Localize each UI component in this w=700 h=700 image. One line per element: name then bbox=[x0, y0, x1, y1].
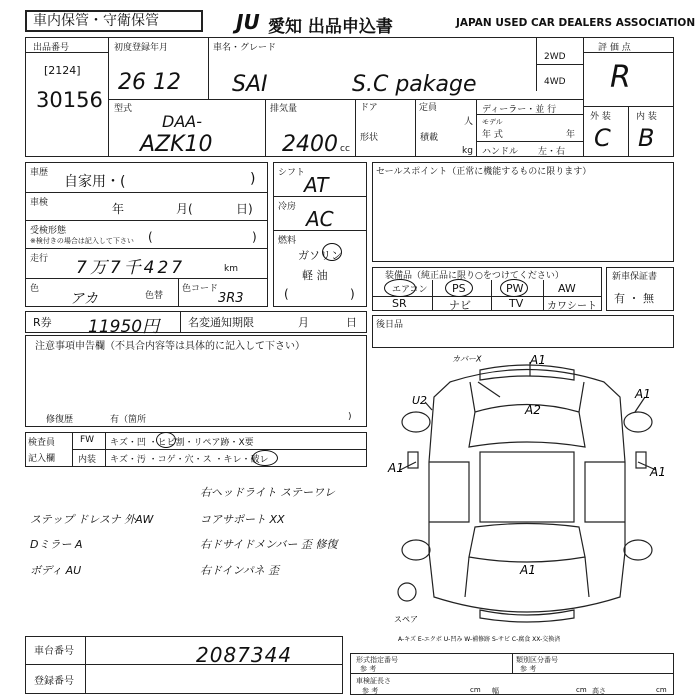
first-registration-label: 初度登録年月 bbox=[114, 43, 169, 53]
inspector-note-3: コアサポート XX bbox=[200, 513, 285, 526]
inspector-note-2: ステップ ドレスナ 外AW bbox=[30, 513, 154, 526]
fuel-diesel: 軽 油 bbox=[302, 269, 328, 282]
interior-label: 内 装 bbox=[636, 112, 657, 122]
exterior-label: 外 装 bbox=[590, 112, 611, 122]
use-label: 車歴 bbox=[30, 168, 49, 178]
equip-circle-3 bbox=[500, 279, 528, 297]
displacement-unit: cc bbox=[340, 144, 350, 154]
use-close: ) bbox=[250, 171, 256, 187]
capacity-label: 定員 bbox=[419, 103, 438, 113]
lot-number-label: 出品番号 bbox=[33, 43, 70, 53]
year-label: 年 式 bbox=[482, 130, 503, 140]
door-label: ドア bbox=[360, 103, 378, 113]
width-unit: cm bbox=[576, 686, 587, 694]
fuel-gasoline: ガソリン bbox=[298, 249, 342, 262]
repair-label: 修復歴 bbox=[46, 415, 74, 425]
fuel-label: 燃料 bbox=[278, 236, 297, 246]
length-ref-label: 参 考 bbox=[362, 687, 379, 695]
inspector-label-1: 検査員 bbox=[28, 438, 56, 448]
inspector-label-2: 記入欄 bbox=[28, 454, 56, 464]
damage-mark-cover: カバーX bbox=[452, 354, 482, 364]
inspector-note-6: ボディ AU bbox=[30, 564, 82, 577]
exterior-score: C bbox=[594, 124, 611, 152]
name-change-month: 月 bbox=[298, 316, 309, 329]
inspector-note-5: 右ドサイドメンバー 歪 修復 bbox=[200, 538, 338, 551]
lot-number: 30156 bbox=[36, 88, 103, 112]
car-name-label: 車名・グレード bbox=[213, 43, 277, 53]
inspection-year: 年 bbox=[112, 202, 125, 216]
sales-point-box bbox=[372, 162, 674, 262]
inspector-note-1: 右ヘッドライト ステーワレ bbox=[200, 486, 335, 499]
equip-top-1: エアコン bbox=[392, 285, 428, 295]
damage-mark-right-front: A1 bbox=[635, 387, 651, 401]
height-label: 高さ bbox=[592, 687, 606, 695]
repair-value: 有（箇所 bbox=[110, 415, 147, 425]
interior-inspect-label: 内装 bbox=[78, 455, 97, 465]
width-label: 幅 bbox=[492, 687, 499, 695]
score-value: R bbox=[610, 60, 631, 95]
equip-leather: カワシート bbox=[547, 301, 597, 312]
use-value: 自家用・( bbox=[64, 174, 126, 190]
color-code-label: 色コード bbox=[182, 284, 219, 294]
fw-items: キズ・凹 ・ヒビ割・リペア跡・X要 bbox=[110, 438, 254, 448]
warranty-label: 新車保証書 bbox=[612, 272, 658, 282]
interior-inspect-items: キズ・汚 ・コゲ・穴・ス ・キレ・破レ bbox=[110, 455, 269, 465]
interior-score: B bbox=[638, 124, 655, 152]
registration-label: 登録番号 bbox=[34, 676, 74, 687]
displacement-value: 2400 bbox=[282, 132, 338, 157]
score-label: 評 価 点 bbox=[598, 43, 631, 53]
type-code: DAA- bbox=[162, 112, 202, 131]
receive-paren-close: ) bbox=[252, 230, 257, 244]
damage-mark-rear: A1 bbox=[520, 563, 536, 577]
equip-top-3: PW bbox=[506, 282, 524, 295]
displacement-label: 排気量 bbox=[270, 104, 298, 114]
mileage-label: 走行 bbox=[30, 254, 49, 264]
form-title: 愛知 出品申込書 bbox=[268, 17, 393, 37]
equipment-label: 装備品（純正品に限り○をつけてください） bbox=[385, 271, 564, 281]
color-change-label: 色替 bbox=[145, 291, 164, 301]
name-change-day: 日 bbox=[346, 316, 357, 329]
inspector-note-4: Dミラー A bbox=[30, 538, 83, 551]
height-unit: cm bbox=[656, 686, 667, 694]
first-registration-value: 26 12 bbox=[118, 70, 181, 95]
color-label: 色 bbox=[30, 284, 40, 294]
length-label: 車検証長さ bbox=[356, 677, 391, 685]
damage-mark-right-side: A1 bbox=[650, 465, 666, 479]
grade-value: S.C pakage bbox=[352, 72, 477, 97]
storage-type-label: 車内保管・守衛保管 bbox=[25, 10, 203, 32]
equip-tv: TV bbox=[509, 297, 524, 310]
mileage-unit: km bbox=[224, 264, 238, 274]
mileage-value: 7万7千427 bbox=[76, 258, 186, 278]
shift-label: シフト bbox=[278, 168, 306, 178]
inspection-month: 月( bbox=[176, 202, 193, 216]
inspector-note-7: 右ドインパネ 歪 bbox=[200, 564, 280, 577]
handle-value: 左・右 bbox=[538, 147, 566, 157]
car-damage-diagram bbox=[380, 352, 674, 642]
dealer-label: ディーラー・並 行 bbox=[482, 105, 557, 115]
receive-note: ※検付きの場合は記入して下さい bbox=[30, 237, 134, 245]
form-number-label: 形式指定番号 bbox=[356, 656, 398, 664]
model-type-label: 型式 bbox=[114, 104, 133, 114]
shape-label: 形状 bbox=[360, 133, 379, 143]
load-unit: kg bbox=[462, 146, 473, 156]
type-model: AZK10 bbox=[140, 132, 213, 157]
equip-navi: ナビ bbox=[449, 299, 471, 312]
spare-label: スペア bbox=[394, 615, 418, 624]
recycle-label: R券 bbox=[33, 316, 52, 329]
equip-circle-2 bbox=[445, 279, 473, 297]
lot-sub-number: [2124] bbox=[44, 64, 81, 77]
damage-mark-front: A1 bbox=[530, 353, 546, 367]
chassis-label: 車台番号 bbox=[34, 646, 74, 657]
receive-label: 受検形態 bbox=[30, 226, 67, 236]
color-code-value: 3R3 bbox=[218, 291, 244, 306]
shift-value: AT bbox=[304, 173, 329, 197]
class-number-label: 類別区分番号 bbox=[516, 656, 558, 664]
color-value: アカ bbox=[70, 291, 98, 307]
fuel-circle-mark bbox=[322, 243, 342, 261]
recycle-value: 11950円 bbox=[88, 317, 160, 337]
damage-mark-left-front: U2 bbox=[412, 394, 428, 407]
inspection-day: 日) bbox=[236, 202, 253, 216]
ju-logo: JU bbox=[236, 10, 260, 34]
capacity-unit: 人 bbox=[464, 117, 474, 127]
receive-paren-open: ( bbox=[148, 230, 153, 244]
equip-circle-1 bbox=[384, 279, 416, 297]
after-items-label: 後日品 bbox=[376, 320, 404, 330]
fuel-paren-close: ) bbox=[350, 287, 355, 301]
fw-circle-mark bbox=[156, 432, 176, 448]
year-unit: 年 bbox=[566, 130, 576, 140]
interior-circle-mark bbox=[252, 450, 278, 466]
inspection-label: 車検 bbox=[30, 198, 49, 208]
load-label: 積載 bbox=[420, 133, 439, 143]
drive-4wd: 4WD bbox=[544, 77, 566, 87]
repair-close: ) bbox=[348, 412, 352, 422]
class-ref-label: 参 考 bbox=[520, 665, 537, 673]
handle-label: ハンドル bbox=[482, 147, 519, 157]
association-name: JAPAN USED CAR DEALERS ASSOCIATION bbox=[456, 17, 696, 29]
length-unit: cm bbox=[470, 686, 481, 694]
equip-sr: SR bbox=[392, 297, 407, 310]
fw-label: FW bbox=[80, 435, 95, 445]
drive-2wd: 2WD bbox=[544, 52, 566, 62]
fuel-paren-open: ( bbox=[284, 287, 289, 301]
equip-top-4: AW bbox=[558, 282, 576, 295]
damage-mark-left-side: A1 bbox=[388, 461, 404, 475]
chassis-number: 2087344 bbox=[196, 643, 293, 667]
damage-mark-windshield: A2 bbox=[525, 403, 541, 417]
damage-legend: A-キズ E-エクボ U-凹み W-補修跡 S-サビ C-腐食 XX-交換済 bbox=[398, 636, 561, 642]
ac-label: 冷房 bbox=[278, 202, 297, 212]
equip-top-2: PS bbox=[452, 282, 466, 295]
notes-label: 注意事項申告欄（不具合内容等は具体的に記入して下さい） bbox=[35, 341, 305, 352]
warranty-options: 有 ・ 無 bbox=[614, 292, 654, 305]
after-items-box bbox=[372, 315, 674, 348]
sales-point-label: セールスポイント（正常に機能するものに限ります） bbox=[376, 167, 592, 177]
model-label: モデル bbox=[482, 118, 503, 126]
car-name-value: SAI bbox=[232, 72, 268, 97]
name-change-label: 名変通知期限 bbox=[188, 316, 254, 329]
ac-value: AC bbox=[306, 207, 334, 231]
top-frame bbox=[25, 37, 674, 157]
form-ref-label: 参 考 bbox=[360, 665, 377, 673]
